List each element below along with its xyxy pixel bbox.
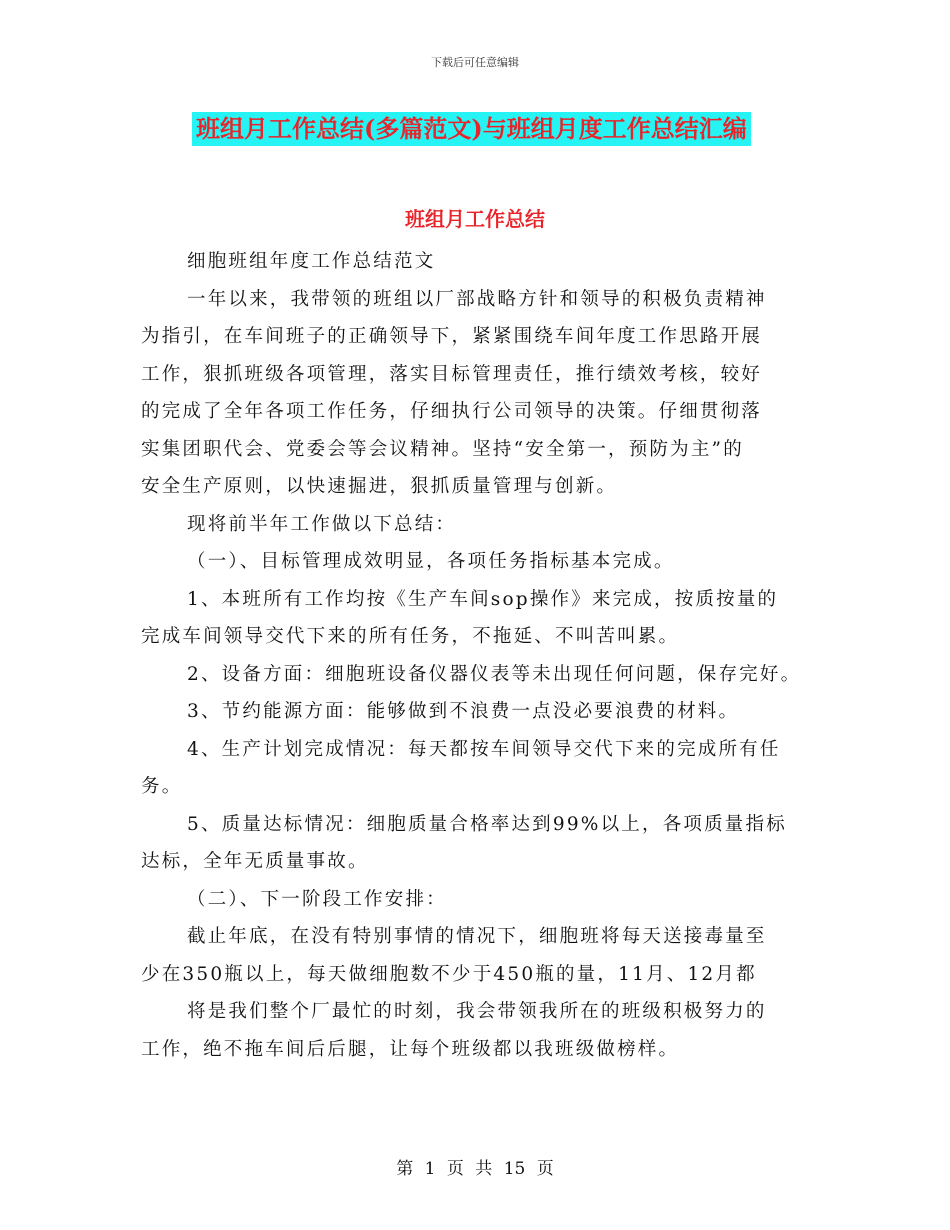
body-line: 为指引，在车间班子的正确领导下，紧紧围绕车间年度工作思路开展: [141, 326, 763, 347]
body-line: 工作，绝不拖车间后后腿，让每个班级都以我班级做榜样。: [141, 1038, 680, 1060]
body-line: 一年以来，我带领的班组以厂部战略方针和领导的积极负责精神: [187, 288, 767, 310]
body-line: 少在350瓶以上，每天做细胞数不少于450瓶的量，11月、12月都: [141, 963, 757, 985]
body-line: （二）、下一阶段工作安排：: [187, 888, 447, 910]
body-line: 2、设备方面：细胞班设备仪器仪表等未出现任何问题，保存完好。: [187, 663, 802, 685]
body-line: 现将前半年工作做以下总结：: [187, 513, 457, 535]
body-line: 的完成了全年各项工作任务，仔细执行公司领导的决策。仔细贯彻落: [141, 401, 763, 422]
body-text: [141, 243, 821, 1068]
page-number: 第 1 页 共 15 页: [396, 1159, 554, 1179]
body-line: 4、生产计划完成情况：每天都按车间领导交代下来的完成所有任: [187, 738, 781, 760]
body-line: 截止年底，在没有特别事情的情况下，细胞班将每天送接毒量至: [187, 926, 767, 947]
body-line: 安全生产原则，以快速掘进，狠抓质量管理与创新。: [141, 476, 618, 497]
document-title: 班组月工作总结(多篇范文)与班组月度工作总结汇编: [192, 112, 751, 146]
body-line: 务。: [141, 776, 183, 797]
body-line: 实集团职代会、党委会等会议精神。坚持“安全第一，预防为主”的: [141, 438, 744, 460]
body-line: 5、质量达标情况：细胞质量合格率达到99%以上，各项质量指标: [187, 813, 787, 835]
body-line: 工作，狠抓班级各项管理，落实目标管理责任，推行绩效考核，较好: [141, 363, 763, 385]
section-title: 班组月工作总结: [405, 207, 545, 231]
body-line: 3、节约能源方面：能够做到不浪费一点没必要浪费的材料。: [187, 701, 740, 722]
body-line: （一）、目标管理成效明显，各项任务指标基本完成。: [187, 551, 675, 572]
body-line: 达标，全年无质量事故。: [141, 851, 369, 872]
body-line: 细胞班组年度工作总结范文: [187, 251, 436, 272]
header-note: 下载后可任意编辑: [431, 56, 519, 69]
body-line: 完成车间领导交代下来的所有任务，不拖延、不叫苦叫累。: [141, 626, 680, 647]
body-line: 1、本班所有工作均按《生产车间sop操作》来完成，按质按量的: [187, 588, 779, 610]
body-line: 将是我们整个厂最忙的时刻，我会带领我所在的班级积极努力的: [187, 1001, 767, 1022]
